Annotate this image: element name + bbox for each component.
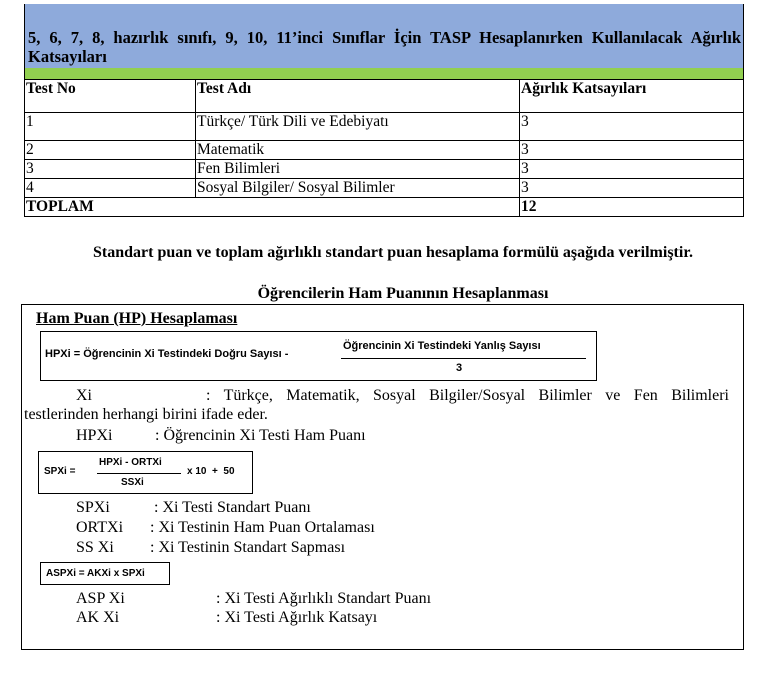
table-row bbox=[25, 160, 744, 179]
weights-table bbox=[24, 79, 744, 217]
sp-formula bbox=[38, 451, 253, 494]
asp-formula: ASPXi = AKXi x SPXi bbox=[40, 562, 170, 585]
table-row bbox=[25, 113, 744, 141]
asp-term: AK Xi bbox=[76, 609, 120, 626]
hp-formula-lhs: HPXi = Öğrencinin Xi Testindeki Doğru Sayısı - bbox=[45, 348, 289, 360]
cell-no: 1 bbox=[25, 113, 196, 141]
hpxi-term: HPXi bbox=[76, 427, 113, 444]
asp-desc: : Xi Testi Ağırlıklı Standart Puanı bbox=[216, 590, 432, 607]
table-row bbox=[25, 141, 744, 160]
def-term: ORTXi bbox=[76, 519, 124, 536]
cell-no: 3 bbox=[25, 160, 196, 179]
def-desc: : Xi Testinin Ham Puan Ortalaması bbox=[150, 519, 375, 536]
sp-formula-rhs: x 10 + 50 bbox=[187, 466, 235, 477]
def-term: SS Xi bbox=[76, 539, 114, 556]
cell-name: Sosyal Bilgiler/ Sosyal Bilimler bbox=[196, 179, 520, 198]
hp-formula-denominator: 3 bbox=[456, 362, 463, 374]
def-term: SPXi bbox=[76, 499, 110, 516]
sp-formula-numerator: HPXi - ORTXi bbox=[99, 457, 162, 468]
cell-weight: 3 bbox=[520, 113, 744, 141]
sp-formula-lhs: SPXi = bbox=[44, 466, 76, 477]
def-desc: : Xi Testinin Standart Sapması bbox=[150, 539, 346, 556]
intro-text: Standart puan ve toplam ağırlıklı standart puan hesaplama formülü aşağıda verilmiştir. bbox=[93, 244, 693, 261]
total-label: TOPLAM bbox=[25, 198, 520, 217]
asp-term: ASP Xi bbox=[76, 590, 125, 607]
table-title-line2: Katsayıları bbox=[28, 47, 107, 66]
asp-desc: : Xi Testi Ağırlık Katsayı bbox=[216, 609, 378, 626]
section-title: Öğrencilerin Ham Puanının Hesaplanması bbox=[257, 285, 549, 302]
xi-term: Xi bbox=[76, 387, 92, 404]
cell-no: 2 bbox=[25, 141, 196, 160]
table-total-row bbox=[25, 198, 744, 217]
box-heading: Ham Puan (HP) Hesaplaması bbox=[36, 310, 238, 327]
hp-formula-numerator: Öğrencinin Xi Testindeki Yanlış Sayısı bbox=[343, 340, 541, 352]
header-weight: Ağırlık Katsayıları bbox=[520, 80, 744, 113]
sp-formula-denominator: SSXi bbox=[121, 477, 144, 488]
table-header-row bbox=[25, 80, 744, 113]
cell-no: 4 bbox=[25, 179, 196, 198]
header-test-name: Test Adı bbox=[196, 80, 520, 113]
title-band bbox=[24, 68, 744, 79]
cell-name: Matematik bbox=[196, 141, 520, 160]
table-row bbox=[25, 179, 744, 198]
total-value: 12 bbox=[520, 198, 744, 217]
table-title-line1: 5, 6, 7, 8, hazırlık sınıfı, 9, 10, 11’inci Sınıflar İçin TASP Hesaplanırken Kullanılacak Ağırlık bbox=[28, 28, 741, 47]
header-test-no: Test No bbox=[25, 80, 196, 113]
hpxi-desc: : Öğrencinin Xi Testi Ham Puanı bbox=[155, 427, 366, 444]
cell-name: Türkçe/ Türk Dili ve Edebiyatı bbox=[196, 113, 520, 141]
cell-weight: 3 bbox=[520, 160, 744, 179]
hp-fraction-line bbox=[341, 358, 586, 359]
sp-fraction-line bbox=[97, 473, 181, 474]
cell-weight: 3 bbox=[520, 141, 744, 160]
xi-desc-line2: testlerinden herhangi birini ifade eder. bbox=[24, 406, 268, 423]
def-desc: : Xi Testi Standart Puanı bbox=[154, 499, 311, 516]
cell-name: Fen Bilimleri bbox=[196, 160, 520, 179]
table-title bbox=[24, 4, 744, 68]
xi-desc-line1: : Türkçe, Matematik, Sosyal Bilgiler/Sosyal Bilimler ve Fen Bilimleri bbox=[206, 387, 729, 404]
cell-weight: 3 bbox=[520, 179, 744, 198]
hp-formula bbox=[40, 331, 597, 381]
